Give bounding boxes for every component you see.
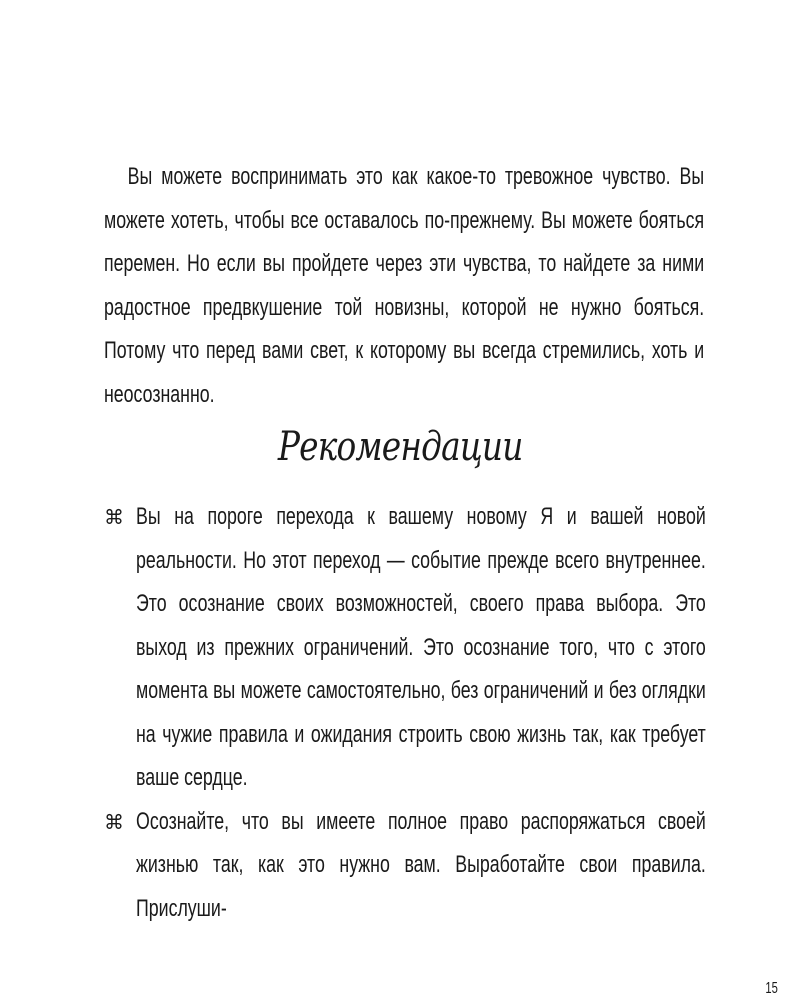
list-item: [104, 800, 704, 931]
section-heading: [0, 424, 800, 470]
intro-text: Вы можете воспринимать это как какое-то тревожное чувство. Вы можете хотеть, чтобы все оставалось по-прежнему. Вы можете бояться перемен. Но если вы пройдете через эти чувства, то найдете за ними радостное предвкушение той новизны, которой не нужно бояться. Потому что перед вами свет, к которому вы всегда стремились, хоть и неосознанно.: [104, 163, 705, 408]
command-bullet-icon: ⌘: [104, 505, 124, 529]
list-item-text: Осознайте, что вы имеете полное право распоряжаться своей жизнью так, как это нужно вам. Выработайте свои правила. Прислуши-: [136, 807, 706, 922]
recommendations-list: [104, 495, 704, 930]
page-number: 15: [765, 980, 778, 997]
list-item: [104, 495, 704, 800]
command-bullet-icon: ⌘: [104, 809, 124, 834]
intro-paragraph: [104, 155, 704, 416]
section-heading-text: Рекомендации: [277, 424, 523, 470]
list-item-text: Вы на пороге перехода к вашему новому Я и вашей новой реальности. Но этот переход — событие прежде всего внутреннее. Это осознание своих возможностей, своего права выбора. Это выход из прежних ограничений. Это осознание того, что с этого момента вы можете самостоятельно, без ограничений и без оглядки на чужие правила и ожидания строить свою жизнь так, как требует ваше сердце.: [136, 503, 706, 791]
